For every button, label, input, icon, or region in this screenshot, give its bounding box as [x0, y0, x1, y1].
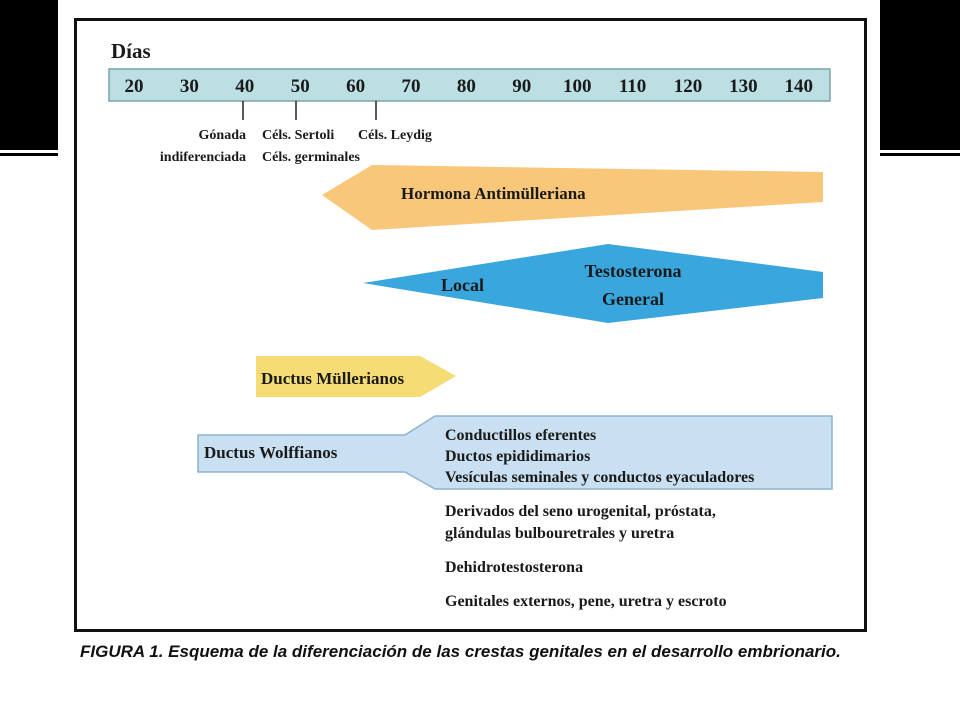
urogenital-line2: glándulas bulbouretrales y uretra: [445, 525, 675, 542]
timeline-tick-70: 70: [401, 76, 421, 97]
marker-gonada-line2: indiferenciada: [159, 150, 246, 165]
testosterona-local-label: Local: [441, 275, 484, 295]
timeline-tick-20: 20: [124, 76, 144, 97]
timeline-title: Días: [111, 39, 151, 63]
timeline-tick-110: 110: [618, 76, 647, 97]
timeline-tick-120: 120: [673, 76, 703, 97]
testosterona-general-label: General: [602, 289, 664, 309]
timeline-tick-140: 140: [784, 76, 814, 97]
wolffianos-label: Ductus Wolffianos: [204, 443, 338, 462]
marker-sertoli-line1: Céls. Sertoli: [262, 128, 335, 143]
dht-label: Dehidrotestosterona: [445, 559, 584, 576]
marker-gonada-line1: Gónada: [198, 128, 246, 143]
timeline-tick-90: 90: [512, 76, 532, 97]
genitales-externos-label: Genitales externos, pene, uretra y escroto: [445, 593, 727, 610]
timeline-tick-130: 130: [729, 76, 758, 97]
timeline-tick-50: 50: [290, 76, 310, 97]
urogenital-line1: Derivados del seno urogenital, próstata,: [445, 503, 716, 520]
timeline-tick-30: 30: [179, 76, 199, 97]
testosterona-title-label: Testosterona: [584, 261, 682, 281]
mullerianos-label: Ductus Müllerianos: [261, 369, 405, 388]
timeline-tick-100: 100: [562, 76, 592, 97]
timeline-tick-40: 40: [235, 76, 255, 97]
timeline-tick-60: 60: [346, 76, 366, 97]
wolffian-derivative-3: Vesículas seminales y conductos eyaculadores: [445, 469, 755, 486]
timeline-tick-80: 80: [456, 76, 476, 97]
figure-caption: FIGURA 1. Esquema de la diferenciación de las crestas genitales en el desarrollo embrionario.: [80, 642, 841, 661]
wolffian-derivative-1: Conductillos eferentes: [445, 427, 597, 444]
wolffian-derivative-2: Ductos epididimarios: [445, 448, 591, 465]
marker-leydig: Céls. Leydig: [358, 128, 432, 143]
marker-sertoli-line2: Céls. germinales: [262, 150, 360, 165]
amh-label: Hormona Antimülleriana: [401, 184, 586, 203]
testosterona-band: [363, 244, 823, 323]
